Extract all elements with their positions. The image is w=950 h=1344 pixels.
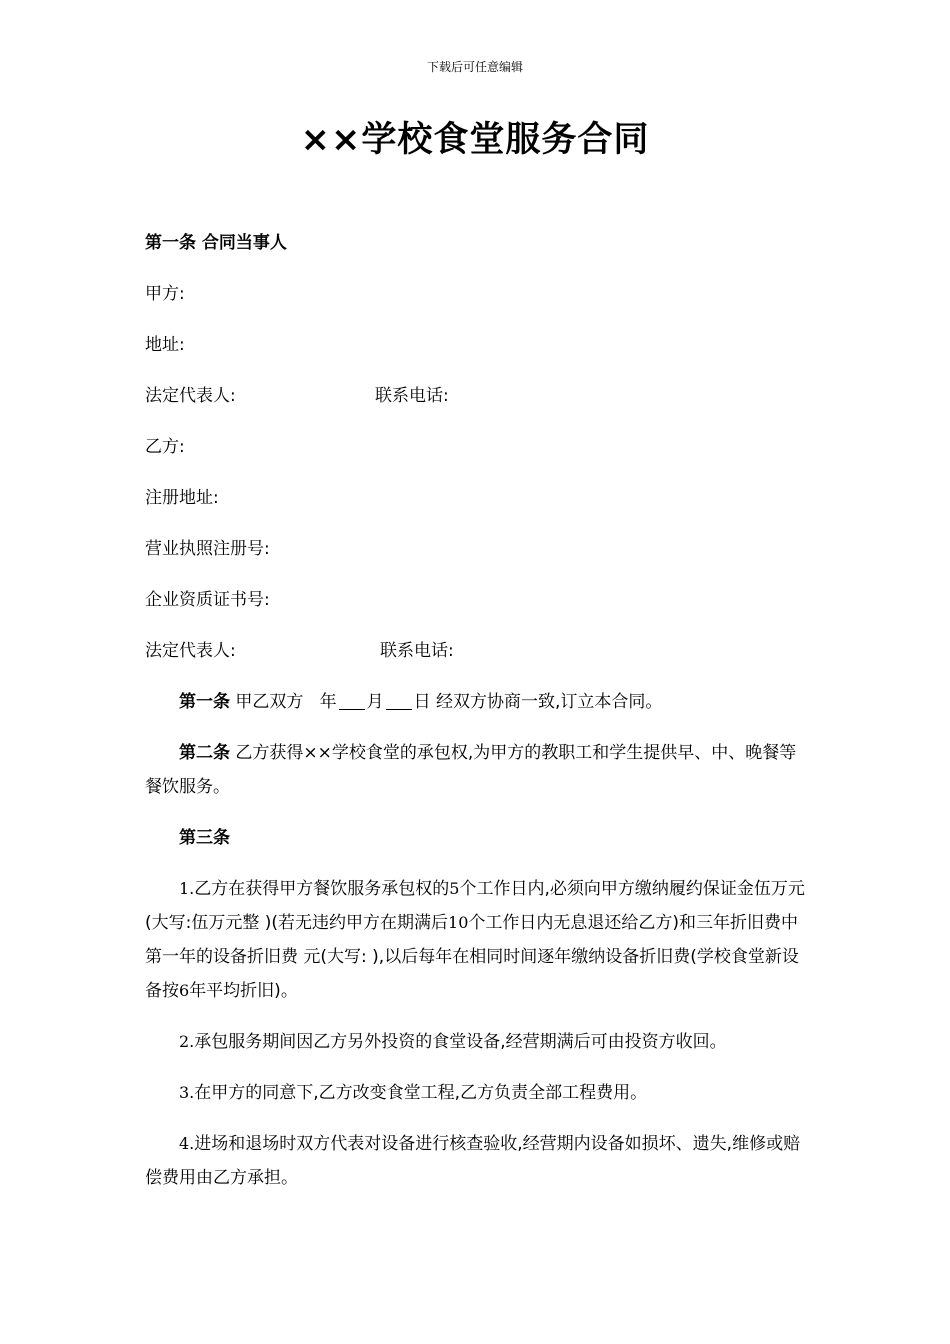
item-1-years: 6 xyxy=(179,981,190,1000)
address-field: 地址: xyxy=(145,335,185,355)
item-4-text: 进场和退场时双方代表对设备进行核查验收,经营期内设备如损坏、遗失,维修或赔偿费用由乙方承担。 xyxy=(145,1134,801,1188)
item-1-text-b: 个工作日内,必须向甲方缴纳履约保证金伍万元(大写:伍万元整 )(若无违约甲方在期满后 xyxy=(145,879,805,933)
clause-1-text-a: 甲乙双方 xyxy=(230,692,304,712)
party-a-field: 甲方: xyxy=(145,284,185,304)
clause-3-item-1 xyxy=(145,872,805,1008)
phone-field-b: 联系电话: xyxy=(380,641,454,661)
item-1-days2: 10 xyxy=(448,913,469,932)
clause-3-item-4 xyxy=(145,1127,805,1195)
clause-3-item-3 xyxy=(145,1076,805,1110)
clause-3-label: 第三条 xyxy=(179,828,230,848)
item-2-number: 2. xyxy=(179,1032,195,1051)
item-1-text-d: 年平均折旧)。 xyxy=(189,981,298,1001)
clause-3-item-2 xyxy=(145,1025,805,1059)
legal-rep-row-a xyxy=(145,379,805,413)
clause-2-text: 乙方获得××学校食堂的承包权,为甲方的教职工和学生提供早、中、晚餐等餐饮服务。 xyxy=(145,743,797,797)
clause-1-year: 年 xyxy=(319,692,337,712)
blank-month xyxy=(339,689,365,710)
header-note: 下载后可任意编辑 xyxy=(426,60,523,74)
item-1-text-c: 个工作日内无息退还给乙方)和三年折旧费中第一年的设备折旧费 元(大写: ),以后每年在相同时间逐年缴纳设备折旧费(学校食堂新设备按 xyxy=(145,913,799,1001)
section-heading: 第一条 合同当事人 xyxy=(145,233,287,253)
license-field: 营业执照注册号: xyxy=(145,539,270,559)
blank-day xyxy=(386,689,412,710)
item-4-number: 4. xyxy=(179,1134,195,1153)
item-2-text: 承包服务期间因乙方另外投资的食堂设备,经营期满后可由投资方收回。 xyxy=(194,1032,727,1052)
clause-1-rest: 日 经双方协商一致,订立本合同。 xyxy=(413,692,663,712)
item-1-days: 5 xyxy=(449,879,460,898)
phone-field: 联系电话: xyxy=(375,386,449,406)
qualification-field: 企业资质证书号: xyxy=(145,590,270,610)
party-b-field: 乙方: xyxy=(145,437,185,457)
reg-address-field: 注册地址: xyxy=(145,488,219,508)
item-1-text-a: 乙方在获得甲方餐饮服务承包权的 xyxy=(194,879,450,899)
clause-2 xyxy=(145,736,805,804)
legal-rep-field: 法定代表人: xyxy=(145,386,236,406)
clause-1-label: 第一条 xyxy=(179,692,230,712)
item-1-number: 1. xyxy=(179,879,195,898)
contract-body xyxy=(145,226,805,1212)
page-title: ××学校食堂服务合同 xyxy=(300,120,650,160)
legal-rep-row-b xyxy=(145,634,805,668)
legal-rep-field-b: 法定代表人: xyxy=(145,641,236,661)
clause-2-label: 第二条 xyxy=(179,743,230,763)
clause-1-month: 月 xyxy=(366,692,384,712)
item-3-number: 3. xyxy=(179,1083,195,1102)
item-3-text: 在甲方的同意下,乙方改变食堂工程,乙方负责全部工程费用。 xyxy=(194,1083,648,1103)
clause-1 xyxy=(145,685,805,719)
